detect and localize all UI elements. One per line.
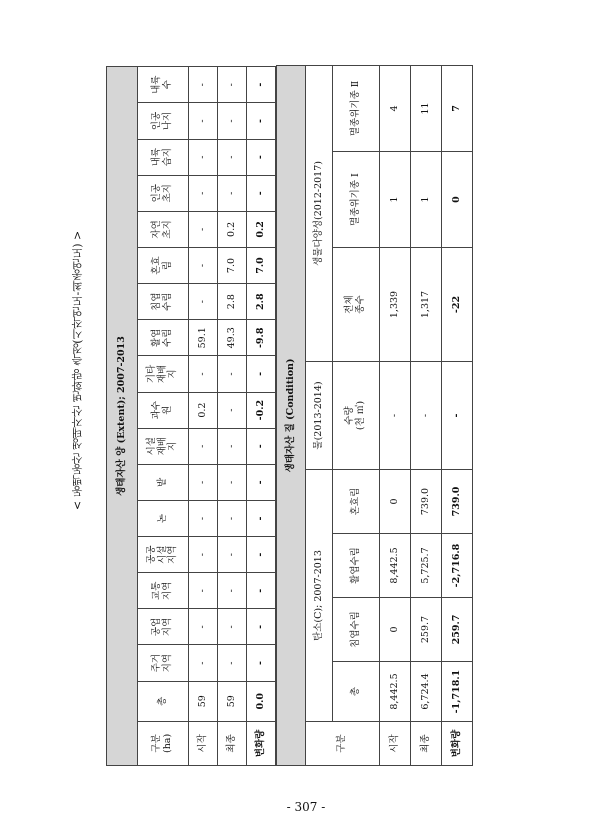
table-cell: - (189, 428, 218, 464)
extent-header-cell: 주거 지역 (138, 645, 189, 681)
table-cell: 0.2 (218, 211, 247, 247)
table-cell: 259.7 (442, 598, 473, 662)
table-cell: -2,716.8 (442, 534, 473, 598)
table-cell: - (218, 175, 247, 211)
table-cell: - (247, 537, 276, 573)
table-cell: -9.8 (247, 320, 276, 356)
table-cell: 0.2 (189, 392, 218, 428)
table-cell: - (247, 645, 276, 681)
table-cell: - (189, 356, 218, 392)
table-cell: 1 (411, 152, 442, 248)
extent-header-cell: 공업 지역 (138, 609, 189, 645)
table-cell: - (189, 284, 218, 320)
extent-title: 생태자산 양 (Extent); 2007-2013 (107, 67, 138, 766)
extent-table (106, 66, 276, 766)
carbon-header-broadleaf: 활엽수림 (333, 534, 380, 598)
table-cell: - (189, 103, 218, 139)
rotated-page-content (106, 66, 514, 766)
row-label: 시작 (189, 721, 218, 765)
extent-header-cell: 기타 재배 지 (138, 356, 189, 392)
row-label-header: 구분 (306, 722, 380, 766)
table-cell: - (218, 573, 247, 609)
condition-title: 생태자산 질 (Condition) (277, 65, 306, 765)
table-cell: -0.2 (247, 392, 276, 428)
table-cell: - (189, 645, 218, 681)
extent-header-cell: 내륙 습지 (138, 139, 189, 175)
extent-header-cell: 논 (138, 500, 189, 536)
table-cell: - (218, 609, 247, 645)
table-cell: - (247, 609, 276, 645)
table-cell: - (189, 211, 218, 247)
table-cell: - (247, 573, 276, 609)
extent-header-cell: 혼효 림 (138, 247, 189, 283)
extent-header-cell: 활엽 수림 (138, 320, 189, 356)
table-cell: -22 (442, 248, 473, 362)
table-cell: - (218, 645, 247, 681)
table-cell: - (247, 500, 276, 536)
table-cell: - (442, 362, 473, 470)
table-cell: 5,725.7 (411, 534, 442, 598)
row-label: 최종 (218, 721, 247, 765)
table-row (442, 65, 473, 765)
table-cell: - (218, 392, 247, 428)
table-caption: < 동백동산 생태자산 변화량 측정(시작연도-최종연도) > (71, 230, 84, 510)
extent-header-cell: 인공 나지 (138, 103, 189, 139)
extent-header-row (138, 67, 189, 766)
table-cell: - (189, 537, 218, 573)
table-cell: - (247, 356, 276, 392)
extent-header-cell: 공공 시설 지역 (138, 537, 189, 573)
table-cell: - (218, 464, 247, 500)
table-cell: 7.0 (247, 247, 276, 283)
biodiversity-title: 생물다양성(2012-2017) (306, 65, 333, 361)
table-cell: - (218, 537, 247, 573)
table-cell: - (218, 500, 247, 536)
table-cell: 49.3 (218, 320, 247, 356)
table-cell: - (189, 67, 218, 103)
extent-header-cell: 과수 원 (138, 392, 189, 428)
table-cell: 2.8 (218, 284, 247, 320)
table-cell: 7 (442, 65, 473, 151)
table-cell: 8,442.5 (380, 534, 411, 598)
extent-header-cell: 침엽 수림 (138, 284, 189, 320)
table-cell: 259.7 (411, 598, 442, 662)
table-cell: 0.0 (247, 681, 276, 721)
extent-header-cell: 총 (138, 681, 189, 721)
row-label: 변화량 (247, 721, 276, 765)
table-cell: 6,724.4 (411, 662, 442, 722)
water-header: 수량 (천 ㎥) (333, 362, 380, 470)
page-number: - 307 - (286, 800, 326, 814)
table-cell: - (247, 464, 276, 500)
water-title: 물(2013-2014) (306, 362, 333, 470)
table-row (218, 67, 247, 766)
extent-header-cell: 인공 초지 (138, 175, 189, 211)
carbon-header-conifer: 침엽수림 (333, 598, 380, 662)
table-cell: - (247, 428, 276, 464)
extent-header-cell: 교통 지역 (138, 573, 189, 609)
table-cell: 0 (380, 598, 411, 662)
table-cell: 59 (218, 681, 247, 721)
carbon-title: 탄소(C); 2007-2013 (306, 470, 333, 722)
table-cell: - (247, 103, 276, 139)
extent-header-cell: 밭 (138, 464, 189, 500)
carbon-header-mixed: 혼효림 (333, 470, 380, 534)
table-cell: 11 (411, 65, 442, 151)
table-cell: - (218, 356, 247, 392)
table-cell: - (218, 67, 247, 103)
table-cell: 739.0 (411, 470, 442, 534)
table-cell: - (218, 428, 247, 464)
table-cell: 0 (442, 152, 473, 248)
bio-header-endangered-1: 멸종위기종 Ⅰ (333, 152, 380, 248)
table-cell: - (247, 67, 276, 103)
table-cell: 1,339 (380, 248, 411, 362)
table-row (411, 65, 442, 765)
bio-header-endangered-2: 멸종위기종 Ⅱ (333, 65, 380, 151)
table-cell: - (218, 139, 247, 175)
table-cell: - (247, 139, 276, 175)
extent-header-cell: 시설 재배 지 (138, 428, 189, 464)
table-cell: 1 (380, 152, 411, 248)
table-cell: -1,718.1 (442, 662, 473, 722)
table-cell: - (380, 362, 411, 470)
table-cell: 739.0 (442, 470, 473, 534)
table-cell: 1,317 (411, 248, 442, 362)
table-cell: 59 (189, 681, 218, 721)
extent-header-cell: 자연 초지 (138, 211, 189, 247)
table-cell: 7.0 (218, 247, 247, 283)
extent-header-cell: 내륙 수 (138, 67, 189, 103)
table-cell: - (189, 175, 218, 211)
table-cell: 8,442.5 (380, 662, 411, 722)
row-label: 시작 (380, 722, 411, 766)
table-cell: 59.1 (189, 320, 218, 356)
table-cell: - (411, 362, 442, 470)
table-cell: - (189, 609, 218, 645)
bio-header-total: 전체 종수 (333, 248, 380, 362)
condition-table (276, 65, 473, 766)
table-cell: - (189, 139, 218, 175)
table-cell: - (247, 175, 276, 211)
table-row (189, 67, 218, 766)
extent-header-cell: 구분 (ha) (138, 721, 189, 765)
carbon-header-total: 총 (333, 662, 380, 722)
row-label: 최종 (411, 722, 442, 766)
table-cell: - (189, 500, 218, 536)
row-label: 변화량 (442, 722, 473, 766)
table-row (380, 65, 411, 765)
table-row (247, 67, 276, 766)
table-cell: - (189, 247, 218, 283)
table-cell: 4 (380, 65, 411, 151)
table-cell: - (189, 464, 218, 500)
table-cell: - (218, 103, 247, 139)
table-cell: 2.8 (247, 284, 276, 320)
table-cell: 0 (380, 470, 411, 534)
table-cell: 0.2 (247, 211, 276, 247)
table-cell: - (189, 573, 218, 609)
